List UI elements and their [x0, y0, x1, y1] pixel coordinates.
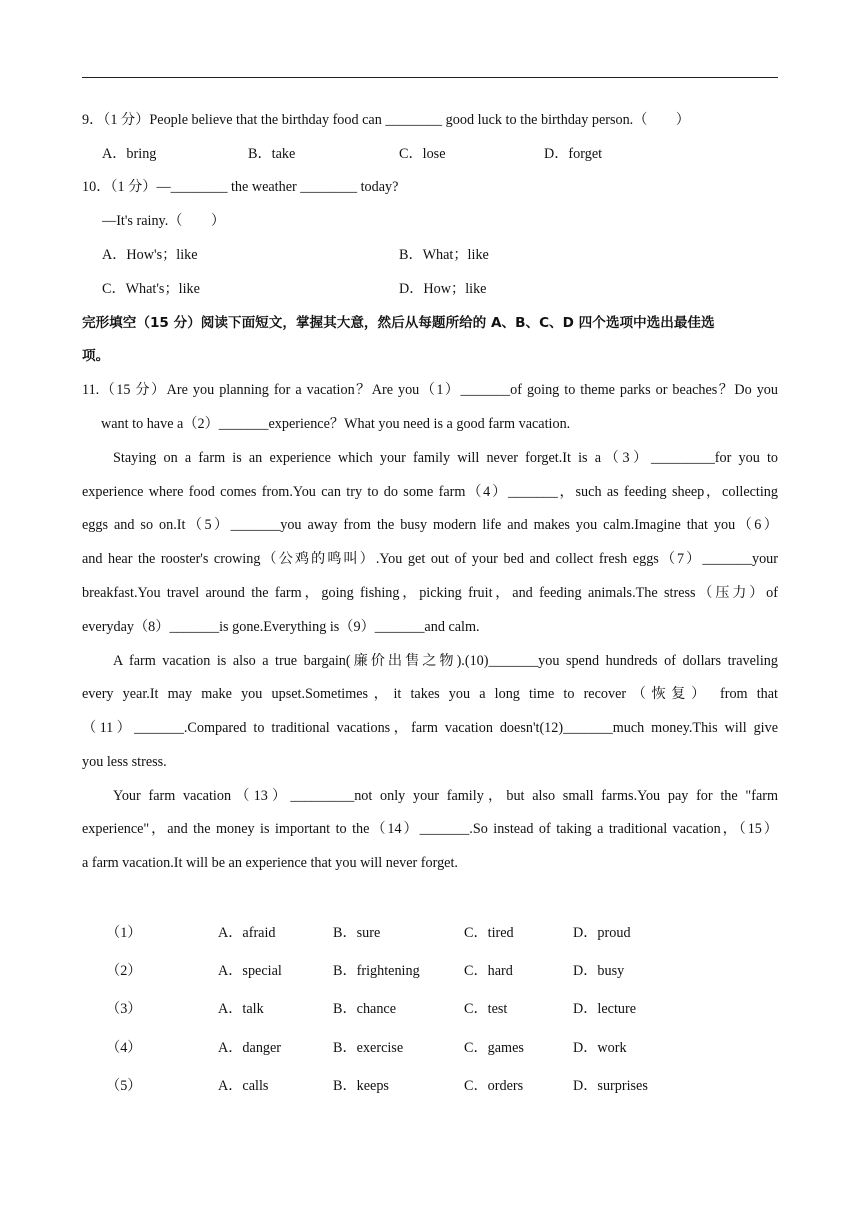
q9-option-d: D．forget	[544, 146, 603, 162]
choice-option-a: A．talk	[218, 1001, 264, 1017]
cloze-heading-line1: 完形填空（15 分）阅读下面短文，掌握其大意，然后从每题所给的 A、B、C、D 四个选项中选出最佳选	[82, 315, 715, 331]
choice-number: （4）	[106, 1040, 142, 1056]
q11-p1-line6: everyday（8）_______is gone.Everything is（9）_______and calm.	[82, 619, 480, 635]
choice-option-b: B．chance	[333, 1001, 397, 1017]
choice-option-d: D．proud	[573, 925, 631, 941]
cloze-heading-line2: 项。	[82, 348, 110, 364]
choice-number: （2）	[106, 963, 142, 979]
choice-option-d: D．lecture	[573, 1001, 637, 1017]
q11-p2-line3: （11）_______.Compared to traditional vacations，farm vacation doesn't(12)_______much money.This will give	[82, 720, 778, 736]
q11-p1-line4: and hear the rooster's crowing（公鸡的鸣叫）.You get out of your bed and collect fresh eggs（7）_______your	[82, 551, 778, 567]
q11-p3-line3: a farm vacation.It will be an experience that you will never forget.	[82, 855, 458, 871]
q11-p1-line2: experience where food comes from.You can try to do some farm（4）_______，such as feeding sheep，collecting	[82, 484, 778, 500]
choice-option-c: C．tired	[464, 925, 514, 941]
choice-option-d: D．surprises	[573, 1078, 648, 1094]
choice-number: （5）	[106, 1078, 142, 1094]
choice-option-c: C．orders	[464, 1078, 524, 1094]
choice-option-d: D．work	[573, 1040, 627, 1056]
q11-line1: 11.（15 分）Are you planning for a vacation？Are you（1）_______of going to theme parks or beaches？Do you	[82, 382, 778, 398]
choice-option-c: C．test	[464, 1001, 508, 1017]
choice-option-d: D．busy	[573, 963, 625, 979]
choice-option-a: A．danger	[218, 1040, 282, 1056]
choice-option-b: B．exercise	[333, 1040, 404, 1056]
choice-option-c: C．games	[464, 1040, 524, 1056]
choice-option-c: C．hard	[464, 963, 513, 979]
q11-p2-line2: every year.It may make you upset.Sometimes，it takes you a long time to recover（恢复） from that	[82, 686, 778, 702]
q9-option-b: B．take	[248, 146, 296, 162]
q9-option-a: A．bring	[102, 146, 157, 162]
q9-option-c: C．lose	[399, 146, 446, 162]
q11-p1-line1: Staying on a farm is an experience which your family will never forget.It is a（3）_________for you to	[113, 450, 778, 466]
q11-p3-line1: Your farm vacation（13）_________not only your family，but also small farms.You pay for the "farm	[113, 788, 778, 804]
q11-p1-line3: eggs and so on.It（5）_______you away from the busy modern life and makes you calm.Imagine that you（6）	[82, 517, 778, 533]
q10-option-c: C．What's；like	[102, 281, 200, 297]
q10-option-b: B．What；like	[399, 247, 489, 263]
q10-stem: 10．（1 分）—________ the weather ________ today?	[82, 179, 399, 195]
q10-option-a: A．How's；like	[102, 247, 198, 263]
choice-number: （3）	[106, 1001, 142, 1017]
choice-option-a: A．special	[218, 963, 282, 979]
q10-answer-line: —It's rainy.（ ）	[102, 213, 226, 229]
q11-p2-line4: you less stress.	[82, 754, 167, 770]
choice-option-a: A．calls	[218, 1078, 269, 1094]
choice-option-b: B．keeps	[333, 1078, 389, 1094]
q11-p2-line1: A farm vacation is also a true bargain(廉价出售之物).(10)_______you spend hundreds of dollars traveling	[113, 653, 778, 669]
q10-option-d: D．How；like	[399, 281, 487, 297]
choice-option-b: B．sure	[333, 925, 381, 941]
q11-p1-line5: breakfast.You travel around the farm，going fishing，picking fruit，and feeding animals.The stress（压力）of	[82, 585, 778, 601]
q11-line2: want to have a（2）_______experience？What you need is a good farm vacation.	[101, 416, 571, 432]
choice-option-a: A．afraid	[218, 925, 276, 941]
choice-option-b: B．frightening	[333, 963, 420, 979]
q11-p3-line2: experience"，and the money is important to the（14）_______.So instead of taking a traditional vacation，（15）	[82, 821, 778, 837]
choice-number: （1）	[106, 925, 142, 941]
header-rule	[82, 77, 778, 78]
q9-stem: 9．（1 分）People believe that the birthday food can ________ good luck to the birthday person.（ ）	[82, 112, 690, 128]
